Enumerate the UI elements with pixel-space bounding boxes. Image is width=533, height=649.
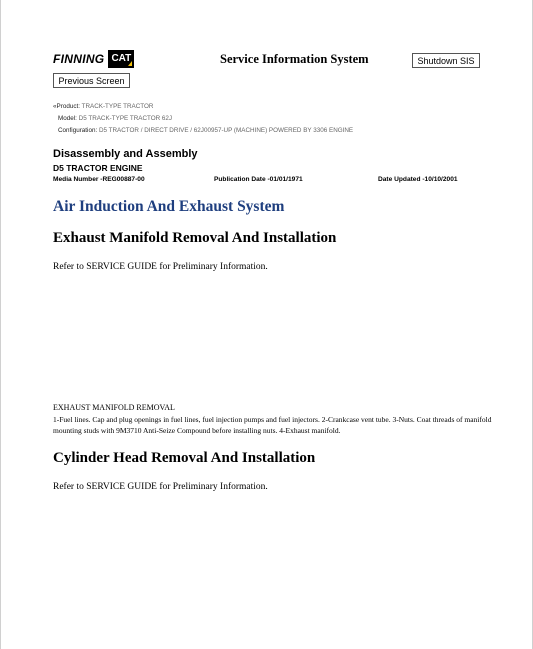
previous-screen-button[interactable]: Previous Screen <box>53 73 130 88</box>
section-title: Air Induction And Exhaust System <box>53 198 285 215</box>
paragraph-cylinder-head: Refer to SERVICE GUIDE for Preliminary Information. <box>53 482 268 492</box>
heading-cylinder-head: Cylinder Head Removal And Installation <box>53 450 316 466</box>
meta-model-label: Model: <box>58 115 77 122</box>
document-title: Disassembly and Assembly <box>53 148 198 160</box>
page-border-left <box>0 0 1 649</box>
date-updated: Date Updated -10/10/2001 <box>378 176 458 183</box>
meta-configuration <box>58 127 353 134</box>
document-subtitle: D5 TRACTOR ENGINE <box>53 163 143 173</box>
meta-product-label: «Product: <box>53 103 80 110</box>
meta-product <box>53 103 153 110</box>
heading-exhaust-manifold: Exhaust Manifold Removal And Installation <box>53 230 337 246</box>
figure-caption-body: 1-Fuel lines. Cap and plug openings in fuel lines, fuel injection pumps and fuel injectors. 2-Crankcase vent tube. 3-Nuts. Coat threads of manifold mounting studs with 9M3710 Anti-Seize Compound before installing nuts. 4-Exhaust manifold. <box>53 415 492 435</box>
finning-cat-logo <box>53 50 134 68</box>
meta-model-value: D5 TRACK-TYPE TRACTOR 62J <box>78 115 173 122</box>
publication-date: Publication Date -01/01/1971 <box>214 176 303 183</box>
paragraph-exhaust-manifold: Refer to SERVICE GUIDE for Preliminary Information. <box>53 262 268 272</box>
cat-badge: CAT <box>108 50 134 68</box>
logo-text: FINNING <box>53 52 105 66</box>
shutdown-sis-button[interactable]: Shutdown SIS <box>412 53 480 68</box>
page-title: Service Information System <box>220 52 369 66</box>
meta-product-value: TRACK-TYPE TRACTOR <box>81 103 154 110</box>
figure-caption-title: EXHAUST MANIFOLD REMOVAL <box>53 403 175 412</box>
meta-model <box>58 115 172 122</box>
meta-config-label: Configuration: <box>58 127 98 134</box>
media-number: Media Number -REG00887-00 <box>53 176 145 183</box>
meta-config-value: D5 TRACTOR / DIRECT DRIVE / 62J00957-UP (MACHINE) POWERED BY 3306 ENGINE <box>98 127 354 134</box>
